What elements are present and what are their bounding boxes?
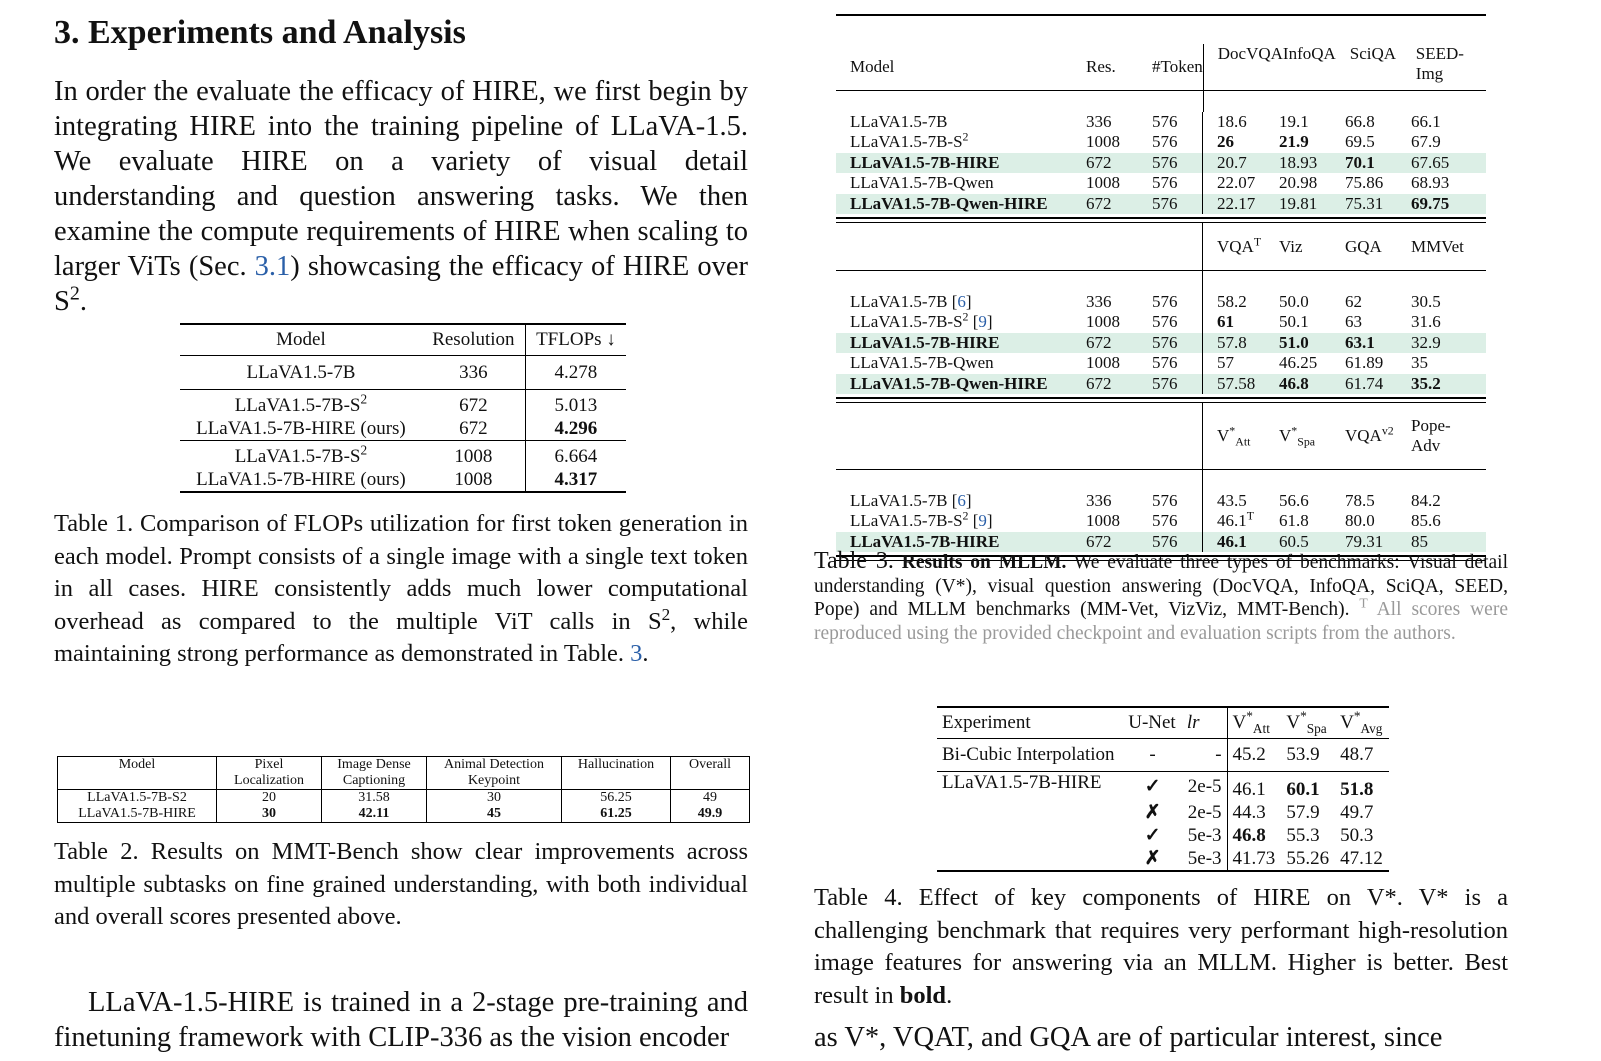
section-title [54,14,466,52]
header-v-avg: $V^*_{Avg}$ [1340,708,1383,736]
header-model: Model [58,757,217,790]
cell-value: 46.8 [1269,374,1331,395]
cell-value: 69.75 [1397,194,1486,215]
cell-value: 35.2 [1397,374,1486,395]
table-row [836,532,1486,553]
cell-experiment [937,847,1123,871]
cell-value: 31.6 [1411,312,1441,332]
cell-experiment: LLaVA1.5-7B-HIRE [942,772,1102,793]
cell-value: 60.1 [1286,778,1320,800]
table-4 [937,706,1389,872]
cell-value: 32.9 [1397,333,1486,354]
cell-token: 576 [1138,194,1203,215]
table-row [836,112,1486,133]
header-docvqa: DocVQA [1203,44,1283,91]
cell-value: 61.89 [1345,353,1384,373]
cell-experiment [937,824,1123,847]
cell-value: 30 [427,790,562,807]
cell-value: 51.0 [1269,333,1331,354]
cell-value: 70.1 [1331,153,1397,174]
caption-label: Table 3. [814,548,894,574]
cell-res: 1008 [454,445,493,467]
cell-value: $46.1^T$ [1203,511,1270,532]
cell-token: 576 [1138,153,1203,174]
cell-value: 60.5 [1269,532,1331,553]
cell-value: 45.2 [1227,739,1281,772]
cell-value: 80.0 [1345,511,1375,531]
cell-model: LLaVA1.5-7B-HIRE [836,153,1072,174]
header-v-att: $V^*_{Att}$ [1203,403,1270,470]
cell-unet: - [1149,744,1156,765]
cell-value: 57.9 [1286,801,1320,823]
cell-model: LLaVA1.5-7B [6] [850,490,972,510]
citation-link[interactable]: 6 [957,490,966,510]
cell-value: 85 [1397,532,1486,553]
cell-model: LLaVA1.5-7B-Qwen [850,173,994,193]
section-title-text: Experiments and Analysis [88,14,466,51]
cell-value: 75.31 [1331,194,1397,215]
header-lr: lr [1186,712,1200,733]
cell-res: 672 [1072,333,1138,354]
cell-res: 336 [1086,111,1112,131]
table-row [937,824,1389,847]
header-hallucination: Hallucination [562,757,671,790]
table-3-block-3 [836,491,1486,553]
table-row [836,132,1486,153]
cell-value: 67.9 [1411,132,1441,152]
cell-tflops: 4.317 [525,468,626,492]
caption-note: All scores were reproduced using the provided checkpoint and evaluation scripts from the authors. [814,599,1508,644]
cell-lr: - [1215,744,1222,765]
cell-value: 50.0 [1279,291,1309,311]
cell-value: 53.9 [1286,744,1320,765]
citation-link[interactable]: 6 [957,291,966,311]
cell-value: 18.6 [1203,112,1270,133]
caption-end: . [642,640,649,667]
cell-model: LLaVA1.5-7B-Qwen [850,353,994,373]
table-row [180,390,626,418]
table-row [836,374,1486,395]
cell-value: 19.81 [1269,194,1331,215]
cell-value: 85.6 [1411,511,1441,531]
cell-value: 61 [1203,312,1270,333]
cell-model: $LLaVA1.5-7B-S^2$ [9] [850,508,993,531]
cell-res: 1008 [1086,312,1120,332]
table-row [180,417,626,441]
cell-res: 672 [1072,194,1138,215]
caption-label: Table 1. [54,510,134,537]
caption-text: Comparison of FLOPs utilization for first token generation in each model. Prompt consists of a single image with a single text token in all cases. HIRE consistently adds much lower computational overhead as compared to the multiple ViT calls in S [54,510,748,635]
cell-value: 78.5 [1345,490,1375,510]
cell-value: 62 [1345,291,1362,311]
header-model: Model [850,57,895,76]
caption-bold: Results on MLLM. [901,552,1067,573]
caption-text-2: , while maintaining strong performance as demonstrated in Table. [54,607,748,667]
cell-value: 31.58 [322,790,427,807]
header-vqa-t: $VQA^T$ [1203,223,1270,271]
cell-model: LLaVA1.5-7B-HIRE (ours) [196,417,406,439]
table-3 [836,14,1486,561]
cell-token: 576 [1138,532,1203,553]
cell-model: $LLaVA1.5-7B-S^2$ [9] [850,309,993,332]
cell-res: 336 [1086,291,1112,311]
table-row [836,491,1486,512]
cell-value: 84.2 [1411,490,1441,510]
caption-end: . [946,981,953,1009]
cell-value: 57 [1203,353,1270,374]
cell-tflops: 4.278 [525,356,626,390]
cell-value: 57.58 [1203,374,1270,395]
table-3-block-1 [836,112,1486,215]
cell-model: LLaVA1.5-7B-Qwen-HIRE [836,374,1072,395]
cell-value: 55.26 [1286,847,1330,869]
table-3-caption [814,550,1508,645]
cell-value: 49.7 [1340,801,1374,823]
cell-value: 20 [217,790,322,807]
section-reference-link[interactable]: 3.1 [254,251,291,282]
citation-link[interactable]: 9 [978,312,987,332]
cell-value: 63.1 [1331,333,1397,354]
header-sciqa: SciQA [1349,44,1397,63]
table-row [836,173,1486,194]
cell-value: 56.25 [562,790,671,807]
table-2 [57,756,750,823]
cell-value: 57.8 [1203,333,1270,354]
cell-unet: ✗ [1144,848,1161,869]
cell-value: 49.9 [671,806,750,823]
cell-value: 44.3 [1227,801,1281,824]
table-row [58,806,750,823]
header-seed-img: SEED- Img [1415,44,1464,83]
cell-model: LLaVA1.5-7B-S2 [58,790,217,807]
table-1 [180,323,626,493]
cell-value: 20.7 [1203,153,1270,174]
cell-value: 58.2 [1203,292,1270,313]
cell-value: 75.86 [1345,173,1384,193]
cell-res: 672 [1072,532,1138,553]
cell-lr: 2e-5 [1187,775,1222,797]
cell-value: 22.17 [1203,194,1270,215]
header-image-dense-captioning: Image Dense Captioning [322,757,427,790]
intro-paragraph [54,74,748,319]
cell-value: 51.8 [1340,778,1374,800]
header-pope-adv: Pope- Adv [1411,416,1451,455]
cell-value: 61.8 [1279,511,1309,531]
cell-value: 66.8 [1345,111,1375,131]
header-pixel-localization: Pixel Localization [217,757,322,790]
cell-token: 576 [1152,291,1178,311]
table-4-caption [814,882,1508,1012]
table-row [836,312,1486,333]
cell-model: LLaVA1.5-7B-S [234,394,361,416]
table-row [836,194,1486,215]
superscript: 2 [360,442,368,458]
cell-value: 66.1 [1411,111,1441,131]
cell-value: 43.5 [1203,491,1270,512]
cell-value: 19.1 [1279,111,1309,131]
citation-link[interactable]: 9 [978,511,987,531]
header-model: Model [276,329,326,350]
section-number: 3. [54,14,80,51]
caption-text: We evaluate three types of benchmarks: Visual detail understanding (V*), visual question answering (DocVQA, InfoQA, SciQA, SEED, Pope) and MLLM benchmarks (MM-Vet, VizViz, MMT-Bench). [814,552,1508,620]
table-1-caption [54,508,748,671]
cell-model: LLaVA1.5-7B-HIRE [58,806,217,823]
table-row [180,468,626,492]
superscript: 2 [360,391,368,407]
body-paragraph: LLaVA-1.5-HIRE is trained in a 2-stage pre-training and finetuning framework with CLIP-336 as the vision encoder [54,987,748,1053]
cell-model: LLaVA1.5-7B [246,361,356,383]
cell-token: 576 [1152,173,1178,193]
cell-res: 672 [1072,374,1138,395]
cell-value: 56.6 [1279,490,1309,510]
table-row [937,847,1389,871]
header-animal-detection: Animal Detection Keypoint [427,757,562,790]
cell-lr: 2e-5 [1187,801,1222,823]
header-infoqa: InfoQA [1282,44,1336,63]
header-v-att: $V^*_{Att}$ [1227,707,1281,739]
cell-value: 45 [427,806,562,823]
cell-lr: 5e-3 [1187,824,1222,846]
cell-tflops: 5.013 [525,390,626,418]
cell-value: 55.3 [1286,824,1320,846]
cell-value: 42.11 [322,806,427,823]
cell-value: 20.98 [1279,173,1318,193]
header-overall: Overall [671,757,750,790]
cell-res: 336 [459,361,488,383]
cell-model: LLaVA1.5-7B-HIRE [836,532,1072,553]
superscript: T [1359,595,1368,611]
cell-value: 50.3 [1340,824,1374,846]
header-tflops: TFLOPs ↓ [525,324,626,356]
cell-value: 63 [1345,312,1362,332]
body-paragraph-2: as V*, VQAT, and GQA are of particular interest, since [814,1022,1443,1053]
cell-model: LLaVA1.5-7B-HIRE [836,333,1072,354]
header-mmvet: MMVet [1411,236,1464,256]
cell-model: LLaVA1.5-7B-HIRE (ours) [196,468,406,490]
cell-value: 47.12 [1340,847,1383,869]
cell-unet: ✓ [1144,776,1161,797]
superscript: 2 [661,604,671,624]
cell-res: 336 [1086,490,1112,510]
cell-token: 576 [1152,111,1178,131]
cell-value: 79.31 [1331,532,1397,553]
cell-model: LLaVA1.5-7B-S [234,445,361,467]
cell-res: 1008 [1086,511,1120,531]
cell-token: 576 [1138,333,1203,354]
header-v-spa: $V^*_{Spa}$ [1286,708,1327,736]
cell-value: 46.25 [1279,353,1318,373]
cell-model: LLaVA1.5-7B [6] [850,291,972,311]
cell-value: 67.65 [1397,153,1486,174]
cell-value: 46.8 [1227,824,1281,847]
cell-value: 30 [217,806,322,823]
table-row [180,441,626,469]
header-viz: Viz [1279,236,1303,256]
table-2-caption: Table 2. Results on MMT-Bench show clear improvements across multiple subtasks on fine grained understanding, with both individual and overall scores presented above. [54,838,748,930]
header-experiment: Experiment [942,712,1031,733]
cell-tflops: 6.664 [525,441,626,469]
cell-value: 21.9 [1279,132,1309,152]
cell-res: 672 [459,417,488,439]
table-row [836,333,1486,354]
cell-value: 30.5 [1411,291,1441,311]
table-row [58,790,750,807]
cell-res: 1008 [454,468,493,490]
cell-lr: 5e-3 [1187,847,1222,869]
cell-value: 61.25 [562,806,671,823]
cell-res: 672 [459,394,488,416]
header-vqa-v2: $VQA^{v2}$ [1345,423,1394,445]
table-row [937,739,1389,772]
cell-res: 1008 [1086,353,1120,373]
cell-value: 18.93 [1269,153,1331,174]
table-row [180,356,626,390]
cell-token: 576 [1152,132,1178,152]
header-v-spa: $V^*_{Spa}$ [1279,423,1316,449]
intro-text: In order the evaluate the efficacy of HIRE, we first begin by integrating HIRE into the training pipeline of LLaVA-1.5. We evaluate HIRE on a variety of visual detail understanding and question answering tasks. We then examine the compute requirements of HIRE when scaling to larger ViTs (Sec. [54,76,748,282]
cell-res: 1008 [1086,132,1120,152]
cell-unet: ✗ [1144,802,1161,823]
cell-model: $LLaVA1.5-7B-S^2$ [850,129,969,152]
cell-value: 50.1 [1279,312,1309,332]
table-row [836,511,1486,532]
intro-end: . [79,286,87,317]
table-row [836,292,1486,313]
caption-text: Table 4. Effect of key components of HIRE on V*. V* is a challenging benchmark that requires very performant high-resolution image features for answering via an MLLM. Higher is better. Best result in [814,884,1508,1009]
cell-value: 69.5 [1345,132,1375,152]
header-resolution: Resolution [432,329,515,350]
cell-value: 46.1 [1203,532,1270,553]
cell-value: 49 [671,790,750,807]
table-row [937,801,1389,824]
cell-experiment: Bi-Cubic Interpolation [942,744,1115,765]
header-unet: U-Net [1128,712,1176,733]
table-row [836,353,1486,374]
cell-value: 41.73 [1227,847,1281,871]
cell-value: 46.1 [1227,772,1281,802]
cell-experiment [937,801,1123,824]
cell-token: 576 [1138,374,1203,395]
header-res: Res. [1086,57,1116,76]
cell-token: 576 [1152,490,1178,510]
cell-token: 576 [1152,511,1178,531]
header-token: #Token [1152,57,1203,76]
cell-res: 672 [1072,153,1138,174]
cell-model: LLaVA1.5-7B [850,111,948,131]
table-3-block-2 [836,292,1486,395]
header-gqa: GQA [1345,236,1382,256]
cell-value: 61.74 [1331,374,1397,395]
table-row [937,772,1389,802]
cell-value: 35 [1411,353,1428,373]
table-row [836,153,1486,174]
cell-token: 576 [1152,312,1178,332]
cell-value: 68.93 [1411,173,1450,193]
cell-model: LLaVA1.5-7B-Qwen-HIRE [836,194,1072,215]
superscript: 2 [69,282,80,305]
cell-value: 48.7 [1340,744,1374,765]
cell-res: 1008 [1086,173,1120,193]
caption-bold: bold [899,981,947,1009]
cell-value: 26 [1203,132,1270,153]
intro-text-2: ) showcasing the efficacy of HIRE over S [54,251,748,317]
cell-unet: ✓ [1144,825,1161,846]
cell-token: 576 [1152,353,1178,373]
table-reference-link[interactable]: 3 [630,640,643,667]
cell-tflops: 4.296 [525,417,626,441]
cell-value: 22.07 [1203,173,1270,194]
